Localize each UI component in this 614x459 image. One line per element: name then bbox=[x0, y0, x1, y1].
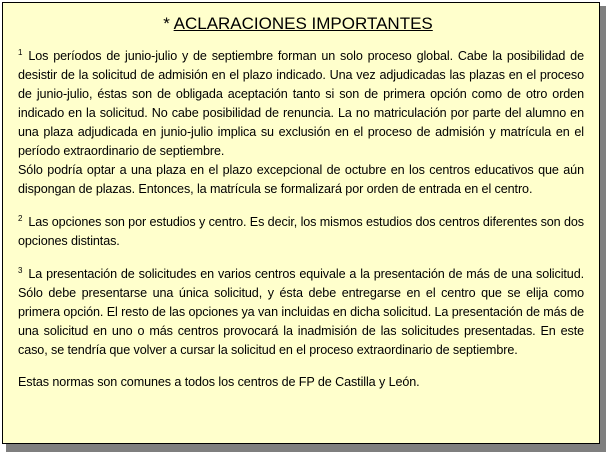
note-1-text: Los períodos de junio-julio y de septiembre forman un solo proceso global. Cabe la posibilidad de desistir de la solicitud de admisión en el plazo indicado. Una vez adjudicadas las plazas en el proceso de junio-julio, éstas son de obligada aceptación tanto si son de primera opción como de otro orden indicado en la solicitud. No cabe posibilidad de renuncia. La no matriculación por parte del alumno en una plaza adjudicada en junio-julio implica su exclusión en el proceso de admisión y matrícula en el período extraordinario de septiembre. bbox=[18, 49, 584, 158]
note-2 bbox=[18, 213, 584, 251]
note-1 bbox=[18, 47, 584, 161]
note-1-continuation: Sólo podría optar a una plaza en el plazo excepcional de octubre en los centros educativos que aún dispongan de plazas. Entonces, la matrícula se formalizará por orden de entrada en el centro. bbox=[18, 163, 584, 196]
note-3-marker: 3 bbox=[18, 266, 23, 275]
note-2-marker: 2 bbox=[18, 214, 23, 223]
note-3 bbox=[18, 265, 584, 360]
notice-title bbox=[18, 13, 584, 35]
title-asterisk: * bbox=[163, 14, 174, 33]
note-1-marker: 1 bbox=[18, 48, 23, 57]
note-3-text: La presentación de solicitudes en varios centros equivale a la presentación de más de una solicitud. Sólo debe presentarse una única solicitud, y ésta debe entregarse en el centro que se elija como primera opción. El resto de las opciones ya van incluidas en dicha solicitud. La presentación de más de una solicitud en uno o más centros provocará la inadmisión de las solicitudes presentadas. En este caso, se tendría que volver a cursar la solicitud en el proceso extraordinario de septiembre. bbox=[18, 267, 584, 357]
note-2-text: Las opciones son por estudios y centro. Es decir, los mismos estudios dos centros diferentes son dos opciones distintas. bbox=[18, 215, 584, 248]
title-text: ACLARACIONES IMPORTANTES bbox=[173, 14, 433, 33]
notice-footer: Estas normas son comunes a todos los centros de FP de Castilla y León. bbox=[18, 375, 420, 389]
notice-box bbox=[2, 2, 600, 444]
